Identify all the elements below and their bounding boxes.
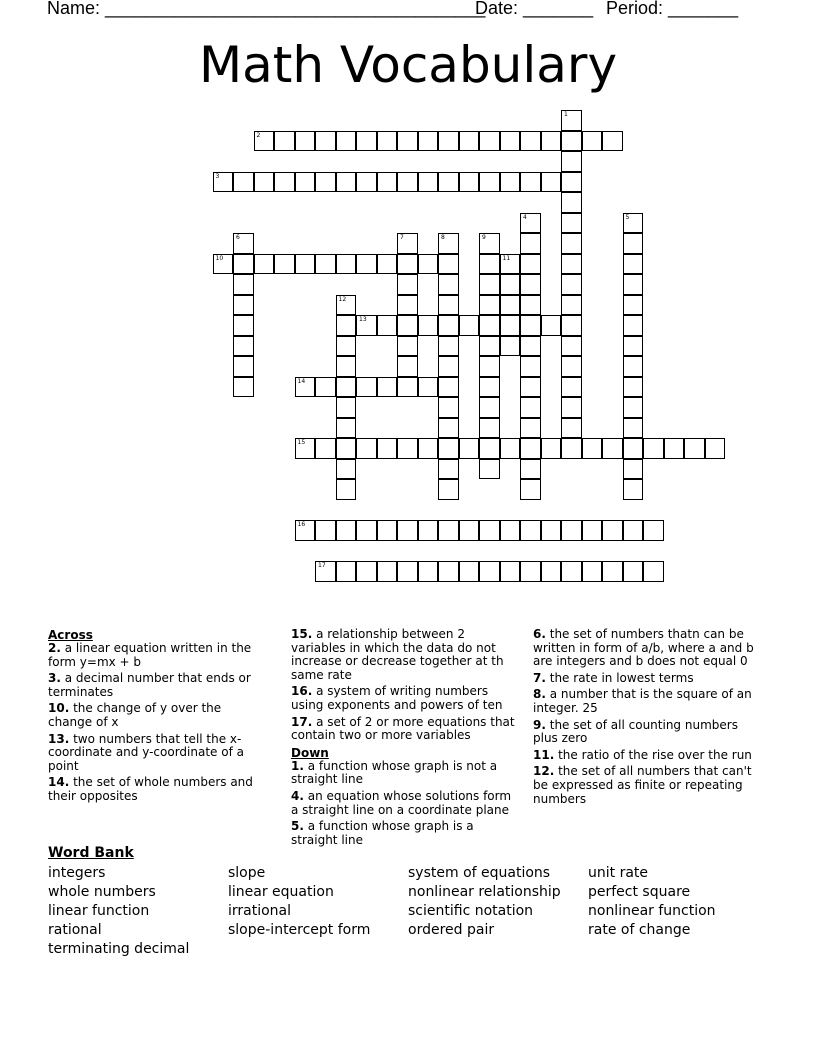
clue-number: 3	[215, 172, 220, 180]
crossword-cell[interactable]	[623, 233, 644, 254]
crossword-cell[interactable]	[623, 336, 644, 357]
date-field[interactable]: Date: _______	[475, 0, 594, 18]
name-field[interactable]: Name: ______________________________________	[47, 0, 486, 18]
crossword-cell[interactable]	[315, 172, 336, 193]
crossword-cell[interactable]	[623, 520, 644, 541]
crossword-cell[interactable]	[438, 561, 459, 582]
crossword-cell[interactable]	[500, 131, 521, 152]
crossword-cell[interactable]	[336, 172, 357, 193]
crossword-cell[interactable]	[705, 438, 726, 459]
crossword-cell[interactable]	[541, 131, 562, 152]
clue-number: 7	[400, 234, 404, 241]
crossword-cell[interactable]	[418, 377, 439, 398]
crossword-cell[interactable]	[438, 315, 459, 336]
clue-number: 13	[359, 316, 367, 323]
word-bank-word: unit rate	[588, 865, 649, 881]
word-bank-word: perfect square	[588, 884, 691, 900]
crossword-cell[interactable]	[623, 561, 644, 582]
word-bank-column-2	[228, 864, 370, 940]
clue-down-8: 8. a number that is the square of an integer. 25	[533, 687, 752, 715]
word-bank-title: Word Bank	[48, 845, 134, 861]
crossword-cell[interactable]	[561, 172, 582, 193]
word-bank-word: irrational	[228, 903, 292, 919]
period-field[interactable]: Period: _______	[606, 0, 739, 18]
crossword-cell[interactable]	[397, 131, 418, 152]
crossword-cell[interactable]	[664, 438, 685, 459]
crossword-cell[interactable]	[336, 561, 357, 582]
crossword-cell[interactable]	[582, 561, 603, 582]
crossword-cell[interactable]	[438, 377, 459, 398]
crossword-cell[interactable]	[397, 315, 418, 336]
crossword-cell[interactable]	[561, 418, 582, 439]
crossword-cell[interactable]	[479, 438, 500, 459]
clue-number: 14	[297, 377, 306, 385]
crossword-cell[interactable]	[541, 520, 562, 541]
crossword-cell[interactable]	[479, 397, 500, 418]
word-bank-word: scientific notation	[408, 903, 534, 919]
crossword-cell[interactable]	[561, 110, 582, 131]
crossword-cell[interactable]	[459, 315, 480, 336]
crossword-cell[interactable]	[520, 295, 541, 316]
crossword-cell[interactable]	[377, 172, 398, 193]
crossword-cell[interactable]	[233, 377, 254, 398]
crossword-cell[interactable]	[561, 131, 582, 152]
crossword-cell[interactable]	[602, 438, 623, 459]
crossword-cell[interactable]	[336, 295, 357, 316]
crossword-cell[interactable]	[295, 438, 316, 459]
crossword-cell[interactable]	[500, 172, 521, 193]
crossword-cell[interactable]	[418, 438, 439, 459]
crossword-cell[interactable]	[356, 254, 377, 275]
crossword-cell[interactable]	[541, 561, 562, 582]
crossword-cell[interactable]	[561, 151, 582, 172]
crossword-cell[interactable]	[295, 131, 316, 152]
crossword-cell[interactable]	[459, 172, 480, 193]
crossword-cell[interactable]	[643, 520, 664, 541]
crossword-cell[interactable]	[479, 356, 500, 377]
crossword-cell[interactable]	[233, 315, 254, 336]
crossword-cell[interactable]	[418, 254, 439, 275]
crossword-cell[interactable]	[315, 131, 336, 152]
word-bank-word: slope	[228, 865, 266, 881]
crossword-cell[interactable]	[561, 438, 582, 459]
crossword-cell[interactable]	[336, 315, 357, 336]
crossword-cell[interactable]	[336, 356, 357, 377]
crossword-cell[interactable]	[336, 397, 357, 418]
crossword-cell[interactable]	[274, 254, 295, 275]
crossword-cell[interactable]	[377, 254, 398, 275]
crossword-cell[interactable]	[520, 418, 541, 439]
word-bank-column-4	[588, 864, 716, 940]
crossword-cell[interactable]	[336, 131, 357, 152]
crossword-cell[interactable]	[500, 520, 521, 541]
crossword-cell[interactable]	[336, 377, 357, 398]
crossword-cell[interactable]	[397, 295, 418, 316]
crossword-cell[interactable]	[438, 172, 459, 193]
crossword-cell[interactable]	[479, 336, 500, 357]
crossword-cell[interactable]	[520, 315, 541, 336]
crossword-cell[interactable]	[397, 336, 418, 357]
crossword-cell[interactable]	[582, 520, 603, 541]
crossword-cell[interactable]	[520, 479, 541, 500]
word-bank-word: linear equation	[228, 884, 334, 900]
crossword-cell[interactable]	[561, 520, 582, 541]
word-bank-word: terminating decimal	[48, 941, 190, 957]
crossword-cell[interactable]	[418, 520, 439, 541]
crossword-cell[interactable]	[233, 356, 254, 377]
crossword-cell[interactable]	[315, 561, 336, 582]
crossword-cell[interactable]	[479, 418, 500, 439]
crossword-cell[interactable]	[397, 520, 418, 541]
crossword-cell[interactable]	[397, 254, 418, 275]
crossword-cell[interactable]	[479, 274, 500, 295]
crossword-cell[interactable]	[520, 438, 541, 459]
crossword-cell[interactable]	[438, 254, 459, 275]
crossword-cell[interactable]	[520, 397, 541, 418]
crossword-cell[interactable]	[397, 274, 418, 295]
crossword-cell[interactable]	[295, 520, 316, 541]
crossword-cell[interactable]	[520, 213, 541, 234]
clue-number: 11	[502, 254, 511, 262]
clue-number: 1	[564, 111, 568, 118]
crossword-cell[interactable]	[438, 397, 459, 418]
crossword-cell[interactable]	[233, 254, 254, 275]
crossword-cell[interactable]	[213, 172, 234, 193]
word-bank-word: linear function	[48, 903, 150, 919]
crossword-cell[interactable]	[623, 438, 644, 459]
crossword-cell[interactable]	[254, 131, 275, 152]
crossword-cell[interactable]	[684, 438, 705, 459]
clue-number: 6	[236, 234, 240, 241]
crossword-cell[interactable]	[295, 254, 316, 275]
crossword-cell[interactable]	[561, 377, 582, 398]
crossword-cell[interactable]	[520, 336, 541, 357]
crossword-cell[interactable]	[377, 561, 398, 582]
down-heading: Down	[291, 745, 329, 760]
crossword-cell[interactable]	[643, 438, 664, 459]
crossword-cell[interactable]	[459, 561, 480, 582]
crossword-cell[interactable]	[643, 561, 664, 582]
crossword-cell[interactable]	[233, 172, 254, 193]
crossword-cell[interactable]	[561, 561, 582, 582]
crossword-cell[interactable]	[623, 418, 644, 439]
crossword-cell[interactable]	[459, 438, 480, 459]
crossword-cell[interactable]	[500, 295, 521, 316]
crossword-cell[interactable]	[418, 315, 439, 336]
crossword-cell[interactable]	[541, 315, 562, 336]
clue-number: 17	[318, 562, 326, 569]
crossword-cell[interactable]	[623, 315, 644, 336]
crossword-cell[interactable]	[623, 397, 644, 418]
clue-across-10: 10. the change of y over the change of x	[48, 701, 222, 729]
crossword-cell[interactable]	[336, 438, 357, 459]
clue-down-12: 12. the set of all numbers that can't be expressed as finite or repeating numbers	[533, 764, 752, 806]
crossword-cell[interactable]	[438, 459, 459, 480]
clue-down-7: 7. the rate in lowest terms	[533, 670, 694, 685]
crossword-cell[interactable]	[356, 131, 377, 152]
clue-number: 2	[256, 131, 261, 139]
crossword-cell[interactable]	[582, 438, 603, 459]
crossword-cell[interactable]	[356, 172, 377, 193]
clue-down-6: 6. the set of numbers thatn can be written in form of a/b, where a and b are integers and b does not equal 0	[533, 627, 754, 669]
crossword-cell[interactable]	[438, 418, 459, 439]
clues-column-2	[291, 628, 521, 850]
crossword-cell[interactable]	[438, 336, 459, 357]
crossword-cell[interactable]	[438, 233, 459, 254]
clue-number: 16	[297, 521, 306, 528]
crossword-cell[interactable]	[356, 561, 377, 582]
word-bank-word: ordered pair	[408, 922, 495, 938]
page-title: Math Vocabulary	[198, 36, 618, 94]
word-bank-column-3	[408, 864, 561, 940]
clue-down-4: 4. an equation whose solutions form a straight line on a coordinate plane	[291, 788, 512, 817]
crossword-cell[interactable]	[356, 438, 377, 459]
crossword-cell[interactable]	[418, 561, 439, 582]
crossword-cell[interactable]	[397, 561, 418, 582]
crossword-cell[interactable]	[213, 254, 234, 275]
clue-down-11: 11. the ratio of the rise over the run	[533, 747, 752, 762]
crossword-cell[interactable]	[336, 479, 357, 500]
clue-across-13: 13. two numbers that tell the x-coordinate and y-coordinate of a point	[48, 731, 244, 773]
crossword-cell[interactable]	[356, 315, 377, 336]
crossword-cell[interactable]	[561, 336, 582, 357]
clues-column-3	[533, 628, 765, 809]
crossword-cell[interactable]	[254, 172, 275, 193]
crossword-cell[interactable]	[377, 438, 398, 459]
crossword-cell[interactable]	[500, 254, 521, 275]
crossword-cell[interactable]	[233, 233, 254, 254]
crossword-cell[interactable]	[336, 459, 357, 480]
clue-across-2: 2. a linear equation written in the form y=mx + b	[48, 641, 252, 669]
crossword-cell[interactable]	[623, 356, 644, 377]
clue-number: 5	[625, 213, 630, 221]
crossword-cell[interactable]	[397, 233, 418, 254]
crossword-cell[interactable]	[274, 131, 295, 152]
across-heading: Across	[48, 628, 93, 642]
crossword-cell[interactable]	[479, 561, 500, 582]
word-bank-word: rational	[48, 922, 102, 938]
crossword-cell[interactable]	[602, 561, 623, 582]
crossword-cell[interactable]	[295, 377, 316, 398]
crossword-cell[interactable]	[623, 274, 644, 295]
crossword-cell[interactable]	[479, 315, 500, 336]
crossword-cell[interactable]	[561, 356, 582, 377]
word-bank-word: system of equations	[408, 865, 551, 881]
crossword-cell[interactable]	[500, 561, 521, 582]
crossword-cell[interactable]	[623, 459, 644, 480]
crossword-cell[interactable]	[479, 295, 500, 316]
crossword-cell[interactable]	[254, 254, 275, 275]
clue-across-17: 17. a set of 2 or more equations that contain two or more variables	[291, 714, 515, 743]
clue-number: 10	[215, 254, 224, 262]
word-bank-word: whole numbers	[48, 884, 156, 900]
crossword-cell[interactable]	[561, 254, 582, 275]
crossword-cell[interactable]	[315, 438, 336, 459]
word-bank-column-1	[48, 864, 189, 959]
crossword-cell[interactable]	[623, 254, 644, 275]
clue-across-14: 14. the set of whole numbers and their opposites	[48, 775, 253, 803]
crossword-cell[interactable]	[520, 356, 541, 377]
crossword-cell[interactable]	[520, 274, 541, 295]
word-bank-word: nonlinear function	[588, 903, 716, 919]
crossword-cell[interactable]	[233, 336, 254, 357]
crossword-cell[interactable]	[623, 295, 644, 316]
clue-number: 12	[338, 295, 347, 303]
crossword-cell[interactable]	[315, 520, 336, 541]
crossword-cell[interactable]	[520, 520, 541, 541]
crossword-cell[interactable]	[438, 295, 459, 316]
crossword-cell[interactable]	[397, 172, 418, 193]
crossword-cell[interactable]	[356, 520, 377, 541]
crossword-cell[interactable]	[438, 438, 459, 459]
crossword-cell[interactable]	[336, 418, 357, 439]
crossword-cell[interactable]	[356, 377, 377, 398]
crossword-cell[interactable]	[459, 131, 480, 152]
crossword-cell[interactable]	[602, 131, 623, 152]
crossword-cell[interactable]	[520, 172, 541, 193]
crossword-cell[interactable]	[295, 172, 316, 193]
crossword-cell[interactable]	[479, 131, 500, 152]
crossword-cell[interactable]	[438, 356, 459, 377]
crossword-cell[interactable]	[520, 131, 541, 152]
clue-number: 9	[482, 234, 486, 241]
crossword-cell[interactable]	[520, 459, 541, 480]
clue-down-9: 9. the set of all counting numbers plus zero	[533, 717, 738, 746]
crossword-cell[interactable]	[500, 336, 521, 357]
crossword-cell[interactable]	[520, 254, 541, 275]
crossword-cell[interactable]	[459, 520, 480, 541]
crossword-cell[interactable]	[561, 213, 582, 234]
clue-across-15: 15. a relationship between 2 variables in which the data do not increase or decrease together at th same rate	[291, 627, 504, 682]
crossword-cell[interactable]	[520, 561, 541, 582]
crossword-cell[interactable]	[623, 377, 644, 398]
crossword-cell[interactable]	[561, 315, 582, 336]
crossword-cell[interactable]	[397, 438, 418, 459]
clue-across-3: 3. a decimal number that ends or terminates	[48, 671, 251, 699]
crossword-cell[interactable]	[479, 172, 500, 193]
crossword-cell[interactable]	[561, 274, 582, 295]
word-bank-word: nonlinear relationship	[408, 884, 561, 900]
crossword-cell[interactable]	[418, 172, 439, 193]
crossword-cell[interactable]	[500, 315, 521, 336]
clue-number: 15	[297, 439, 306, 446]
crossword-cell[interactable]	[438, 274, 459, 295]
word-bank-word: integers	[48, 865, 106, 881]
crossword-cell[interactable]	[233, 274, 254, 295]
crossword-cell[interactable]	[561, 397, 582, 418]
crossword-cell[interactable]	[377, 315, 398, 336]
crossword-cell[interactable]	[500, 274, 521, 295]
crossword-cell[interactable]	[520, 377, 541, 398]
crossword-cell[interactable]	[520, 233, 541, 254]
crossword-cell[interactable]	[479, 520, 500, 541]
crossword-cell[interactable]	[418, 131, 439, 152]
crossword-cell[interactable]	[377, 131, 398, 152]
clue-number: 4	[523, 213, 527, 221]
word-bank-word: slope-intercept form	[228, 922, 371, 938]
crossword-cell[interactable]	[397, 377, 418, 398]
crossword-cell[interactable]	[500, 438, 521, 459]
clue-down-5: 5. a function whose graph is a straight line	[291, 819, 474, 847]
crossword-cell[interactable]	[479, 459, 500, 480]
crossword-cell[interactable]	[561, 295, 582, 316]
crossword-cell[interactable]	[479, 233, 500, 254]
clue-down-1: 1. a function whose graph is not a straight line	[291, 758, 498, 787]
crossword-cell[interactable]	[602, 520, 623, 541]
crossword-cell[interactable]	[561, 233, 582, 254]
crossword-cell[interactable]	[336, 336, 357, 357]
crossword-cell[interactable]	[233, 295, 254, 316]
crossword-cell[interactable]	[274, 172, 295, 193]
crossword-cell[interactable]	[561, 192, 582, 213]
crossword-cell[interactable]	[315, 377, 336, 398]
word-bank-word: rate of change	[588, 922, 691, 938]
crossword-cell[interactable]	[377, 377, 398, 398]
clue-number: 8	[441, 234, 445, 241]
crossword-cell[interactable]	[541, 438, 562, 459]
crossword-cell[interactable]	[377, 520, 398, 541]
crossword-cell[interactable]	[336, 520, 357, 541]
crossword-cell[interactable]	[438, 520, 459, 541]
crossword-cell[interactable]	[438, 131, 459, 152]
crossword-cell[interactable]	[397, 356, 418, 377]
crossword-cell[interactable]	[438, 479, 459, 500]
crossword-cell[interactable]	[479, 254, 500, 275]
crossword-cell[interactable]	[315, 254, 336, 275]
crossword-cell[interactable]	[541, 172, 562, 193]
crossword-cell[interactable]	[623, 213, 644, 234]
clue-across-16: 16. a system of writing numbers using exponents and powers of ten	[291, 684, 503, 712]
crossword-cell[interactable]	[582, 131, 603, 152]
crossword-cell[interactable]	[479, 377, 500, 398]
clues-column-1	[48, 628, 266, 807]
crossword-cell[interactable]	[623, 479, 644, 500]
crossword-cell[interactable]	[336, 254, 357, 275]
